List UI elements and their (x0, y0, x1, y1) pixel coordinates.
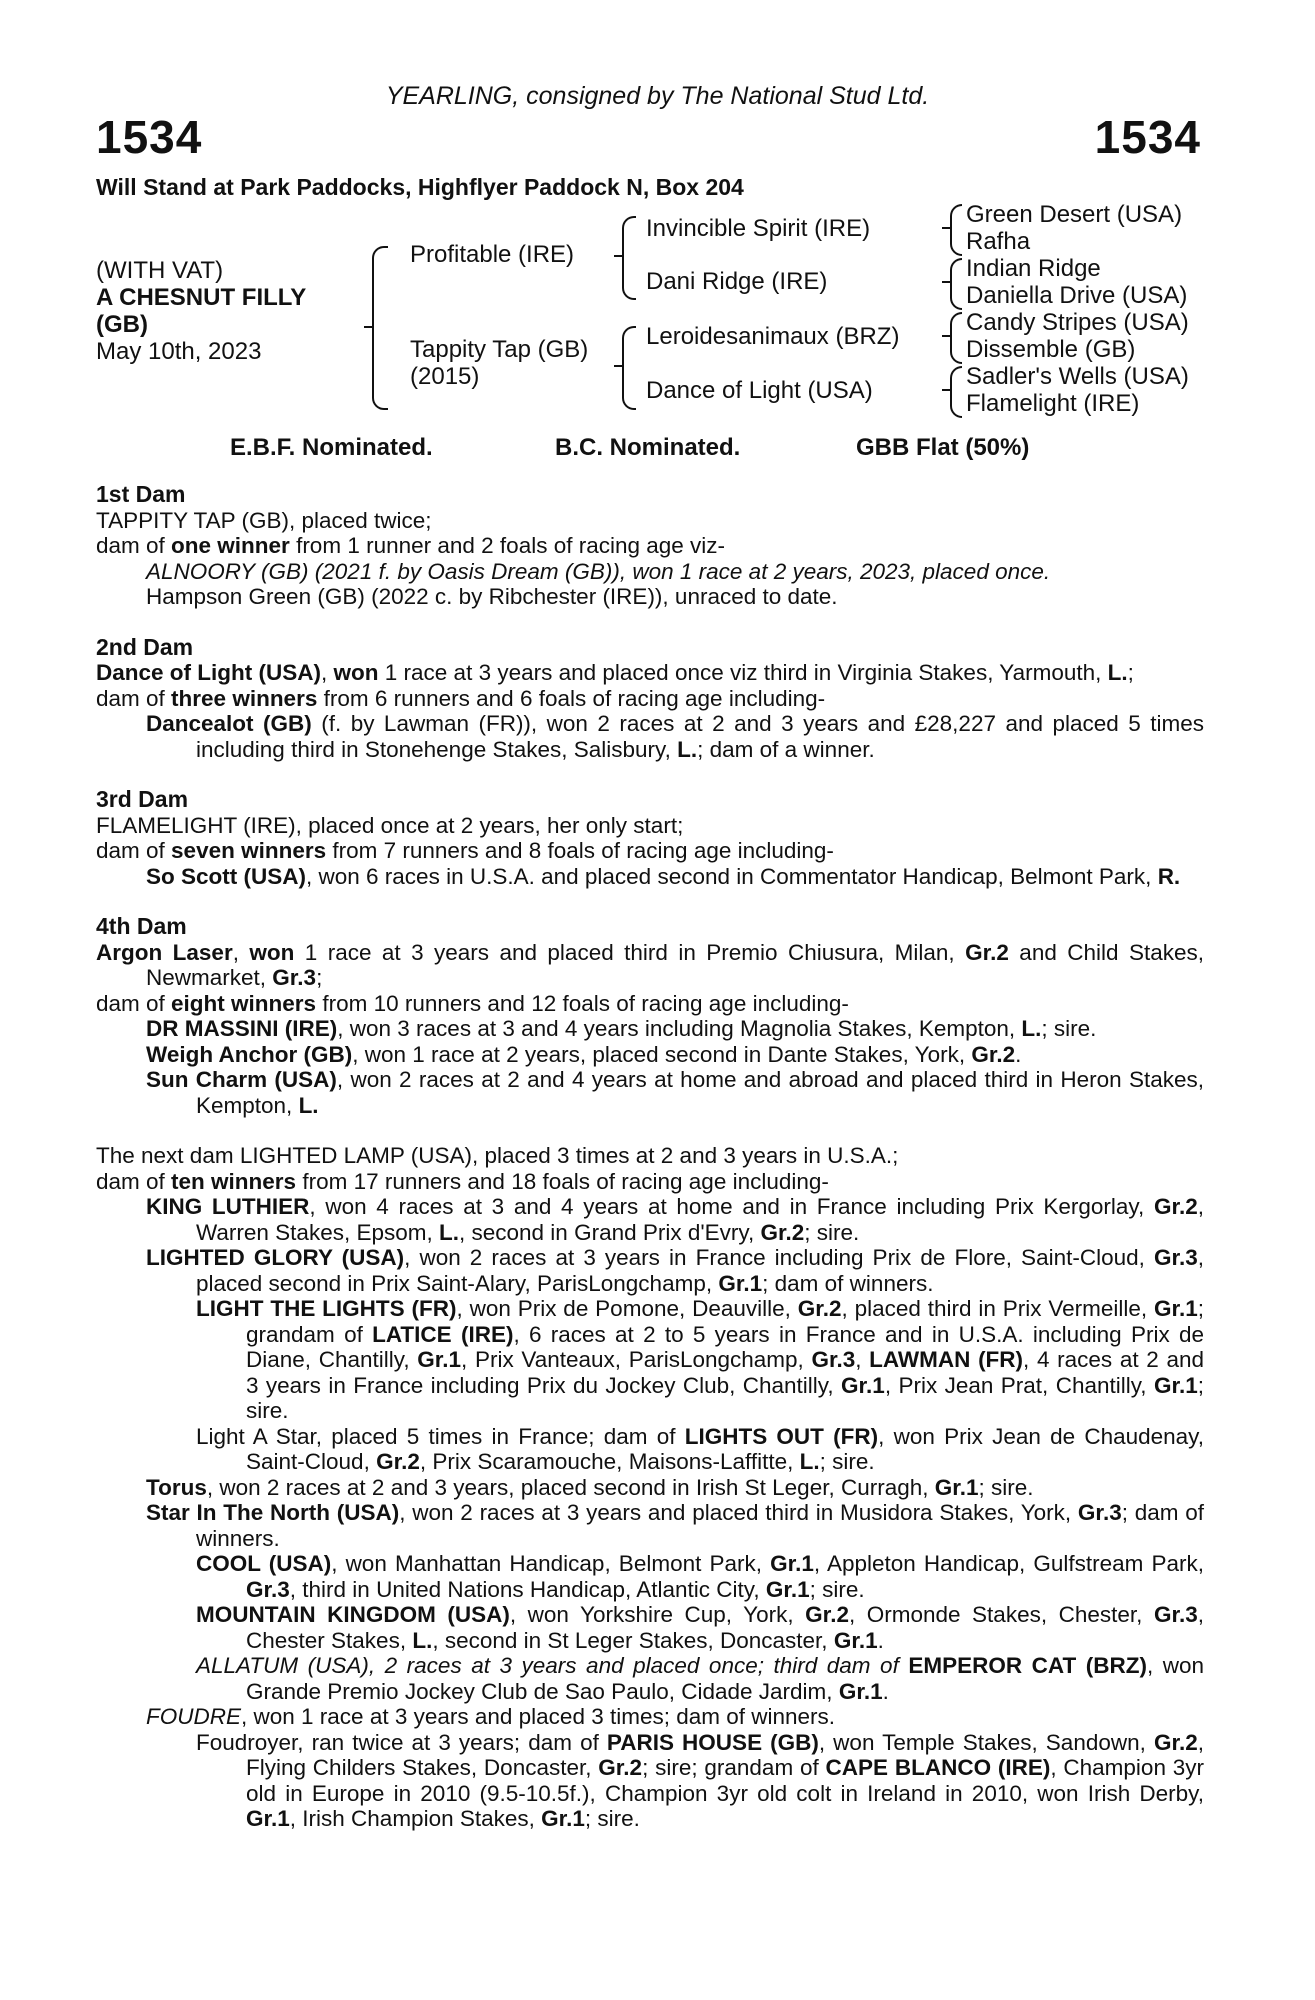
pedigree-brace-g78 (950, 366, 962, 418)
produce-so-scott: So Scott (USA), won 6 races in U.S.A. and placed second in Commentator Handicap, Belmont Park, R. (146, 863, 1181, 889)
pedigree-brace-dam (622, 326, 636, 410)
horse-name-line2: (GB) (96, 311, 148, 338)
consignment-line: YEARLING, consigned by The National Stud Ltd. (385, 82, 930, 110)
pedigree-g3: Indian Ridge (966, 255, 1101, 282)
produce-sun-charm: Sun Charm (USA), won 2 races at 2 and 4 years at home and abroad and placed third in Heron Stakes, Kempton, L. (146, 1067, 1204, 1118)
pedigree-g8: Flamelight (IRE) (966, 390, 1140, 417)
produce-allatum: ALLATUM (USA), 2 races at 3 years and placed once; third dam of EMPEROR CAT (BRZ), won Grande Premio Jockey Club de Sao Paulo, Cidade Jardim, Gr.1. (196, 1653, 1204, 1704)
horse-name-line1: A CHESNUT FILLY (96, 284, 307, 311)
pedigree-g2: Rafha (966, 228, 1031, 255)
produce-lighted-glory: LIGHTED GLORY (USA), won 2 races at 3 years in France including Prix de Flore, Saint-Cloud, Gr.3, placed second in Prix Saint-Alary, ParisLongchamp, Gr.1; dam of winners. (146, 1245, 1204, 1296)
second-dam-heading: 2nd Dam (96, 633, 194, 660)
pedigree-dam-dam: Dance of Light (USA) (646, 377, 873, 404)
pedigree-g7: Sadler's Wells (USA) (966, 363, 1189, 390)
fourth-dam-line: Argon Laser, won 1 race at 3 years and placed third in Premio Chiusura, Milan, Gr.2 and Child Stakes, Newmarket, Gr.3; (96, 939, 1204, 990)
produce-dancealot: Dancealot (GB) (f. by Lawman (FR)), won 2 races at 2 and 3 years and £28,227 and placed 5 times including third in Stonehenge Stakes, Salisbury, L.; dam of a winner. (146, 711, 1204, 762)
pedigree-brace-main-tip (364, 326, 373, 328)
produce-weigh-anchor: Weigh Anchor (GB), won 1 race at 2 years, placed second in Dante Stakes, York, Gr.2. (146, 1041, 1022, 1067)
fourth-dam-heading: 4th Dam (96, 913, 187, 939)
pedigree-g6: Dissemble (GB) (966, 336, 1136, 363)
pedigree-dam-year: (2015) (410, 363, 480, 390)
third-dam-line: FLAMELIGHT (IRE), placed once at 2 years, her only start; (96, 812, 684, 838)
pedigree-brace-dam-tip (614, 365, 623, 367)
pedigree-brace-main (372, 246, 388, 410)
lot-number-right: 1534 (1094, 111, 1201, 163)
pedigree-brace-sire-tip (614, 255, 623, 257)
produce-mountain-kingdom: MOUNTAIN KINGDOM (USA), won Yorkshire Cup, York, Gr.2, Ormonde Stakes, Chester, Gr.3, Chester Stakes, L., second in St Leger Stakes, Doncaster, Gr.1. (196, 1602, 1204, 1653)
pedigree-brace-g56 (950, 312, 962, 364)
pedigree-sire-dam: Dani Ridge (IRE) (646, 268, 828, 295)
third-dam-heading: 3rd Dam (96, 786, 189, 812)
produce-foudroyer: Foudroyer, ran twice at 3 years; dam of PARIS HOUSE (GB), won Temple Stakes, Sandown, Gr.2, Flying Childers Stakes, Doncaster, Gr.2; sire; grandam of CAPE BLANCO (IRE), Champion 3yr old in Europe in 2010 (9.5-10.5f.), Champion 3yr old colt in Ireland in 2010, won Irish Derby, Gr.1, Irish Champion Stakes, Gr.1; sire. (196, 1729, 1204, 1831)
vat-note: (WITH VAT) (96, 257, 224, 284)
produce-light-a-star: Light A Star, placed 5 times in France; dam of LIGHTS OUT (FR), won Prix Jean de Chaudenay, Saint-Cloud, Gr.2, Prix Scaramouche, Maisons-Laffitte, L.; sire. (196, 1423, 1204, 1474)
produce-dr-massini: DR MASSINI (IRE), won 3 races at 3 and 4 years including Magnolia Stakes, Kempton, L.; sire. (146, 1016, 1097, 1041)
second-dam-line: Dance of Light (USA), won 1 race at 3 years and placed once viz third in Virginia Stakes, Yarmouth, L.; (96, 660, 1134, 685)
pedigree-brace-g12 (950, 204, 962, 256)
pedigree-sire: Profitable (IRE) (410, 241, 575, 268)
ebf-nomination: E.B.F. Nominated. (230, 434, 433, 461)
pedigree-g1: Green Desert (USA) (966, 201, 1183, 228)
pedigree-brace-g56-tip (942, 335, 951, 337)
produce-light-the-lights: LIGHT THE LIGHTS (FR), won Prix de Pomone, Deauville, Gr.2, placed third in Prix Vermeille, Gr.1; grandam of LATICE (IRE), 6 races at 2 to 5 years in France and in U.S.A. including Prix de Diane, Chantilly, Gr.1, Prix Vanteaux, ParisLongchamp, Gr.3, LAWMAN (FR), 4 races at 2 and 3 years in France including Prix du Jockey Club, Chantilly, Gr.1, Prix Jean Prat, Chantilly, Gr.1; sire. (196, 1296, 1205, 1423)
next-dam-line: The next dam LIGHTED LAMP (USA), placed 3 times at 2 and 3 years in U.S.A.; (96, 1143, 899, 1168)
pedigree-brace-g78-tip (942, 389, 951, 391)
fourth-dam-produce-summary: dam of eight winners from 10 runners and 12 foals of racing age including- (96, 990, 849, 1016)
produce-torus: Torus, won 2 races at 2 and 3 years, placed second in Irish St Leger, Curragh, Gr.1; sire. (146, 1474, 1034, 1500)
catalogue-body (96, 482, 1204, 1832)
foaling-date: May 10th, 2023 (96, 338, 262, 365)
third-dam-produce-summary: dam of seven winners from 7 runners and 8 foals of racing age including- (96, 838, 834, 863)
pedigree-dam: Tappity Tap (GB) (410, 336, 589, 363)
bc-nomination: B.C. Nominated. (555, 434, 741, 461)
first-dam-heading: 1st Dam (96, 481, 186, 507)
pedigree-g5: Candy Stripes (USA) (966, 309, 1189, 336)
produce-alnoory: ALNOORY (GB) (2021 f. by Oasis Dream (GB)), won 1 race at 2 years, 2023, placed once. (146, 558, 1051, 584)
next-dam-produce-summary: dam of ten winners from 17 runners and 18 foals of racing age including- (96, 1168, 829, 1194)
produce-cool: COOL (USA), won Manhattan Handicap, Belmont Park, Gr.1, Appleton Handicap, Gulfstream Park, Gr.3, third in United Nations Handicap, Atlantic City, Gr.1; sire. (196, 1551, 1205, 1602)
produce-star-in-the-north: Star In The North (USA), won 2 races at 3 years and placed third in Musidora Stakes, York, Gr.3; dam of winners. (146, 1500, 1204, 1551)
produce-king-luthier: KING LUTHIER, won 4 races at 3 and 4 years at home and in France including Prix Kergorlay, Gr.2, Warren Stakes, Epsom, L., second in Grand Prix d'Evry, Gr.2; sire. (146, 1194, 1204, 1245)
pedigree-g4: Daniella Drive (USA) (966, 282, 1188, 309)
pedigree-brace-g34-tip (942, 281, 951, 283)
stabling-location: Will Stand at Park Paddocks, Highflyer Paddock N, Box 204 (96, 174, 744, 200)
first-dam-produce-summary: dam of one winner from 1 runner and 2 foals of racing age viz- (96, 533, 726, 558)
gbb-flat: GBB Flat (50%) (856, 434, 1030, 461)
produce-hampson-green: Hampson Green (GB) (2022 c. by Ribchester (IRE)), unraced to date. (146, 584, 838, 609)
pedigree-brace-sire (622, 216, 636, 300)
first-dam-line: TAPPITY TAP (GB), placed twice; (96, 507, 432, 533)
produce-foudre: FOUDRE, won 1 race at 3 years and placed 3 times; dam of winners. (146, 1704, 836, 1729)
pedigree-brace-g12-tip (942, 227, 951, 229)
pedigree-brace-g34 (950, 258, 962, 310)
pedigree-sire-sire: Invincible Spirit (IRE) (646, 215, 871, 242)
pedigree-dam-sire: Leroidesanimaux (BRZ) (646, 323, 900, 350)
lot-number-left: 1534 (96, 111, 203, 163)
second-dam-produce-summary: dam of three winners from 6 runners and 6 foals of racing age including- (96, 685, 826, 711)
